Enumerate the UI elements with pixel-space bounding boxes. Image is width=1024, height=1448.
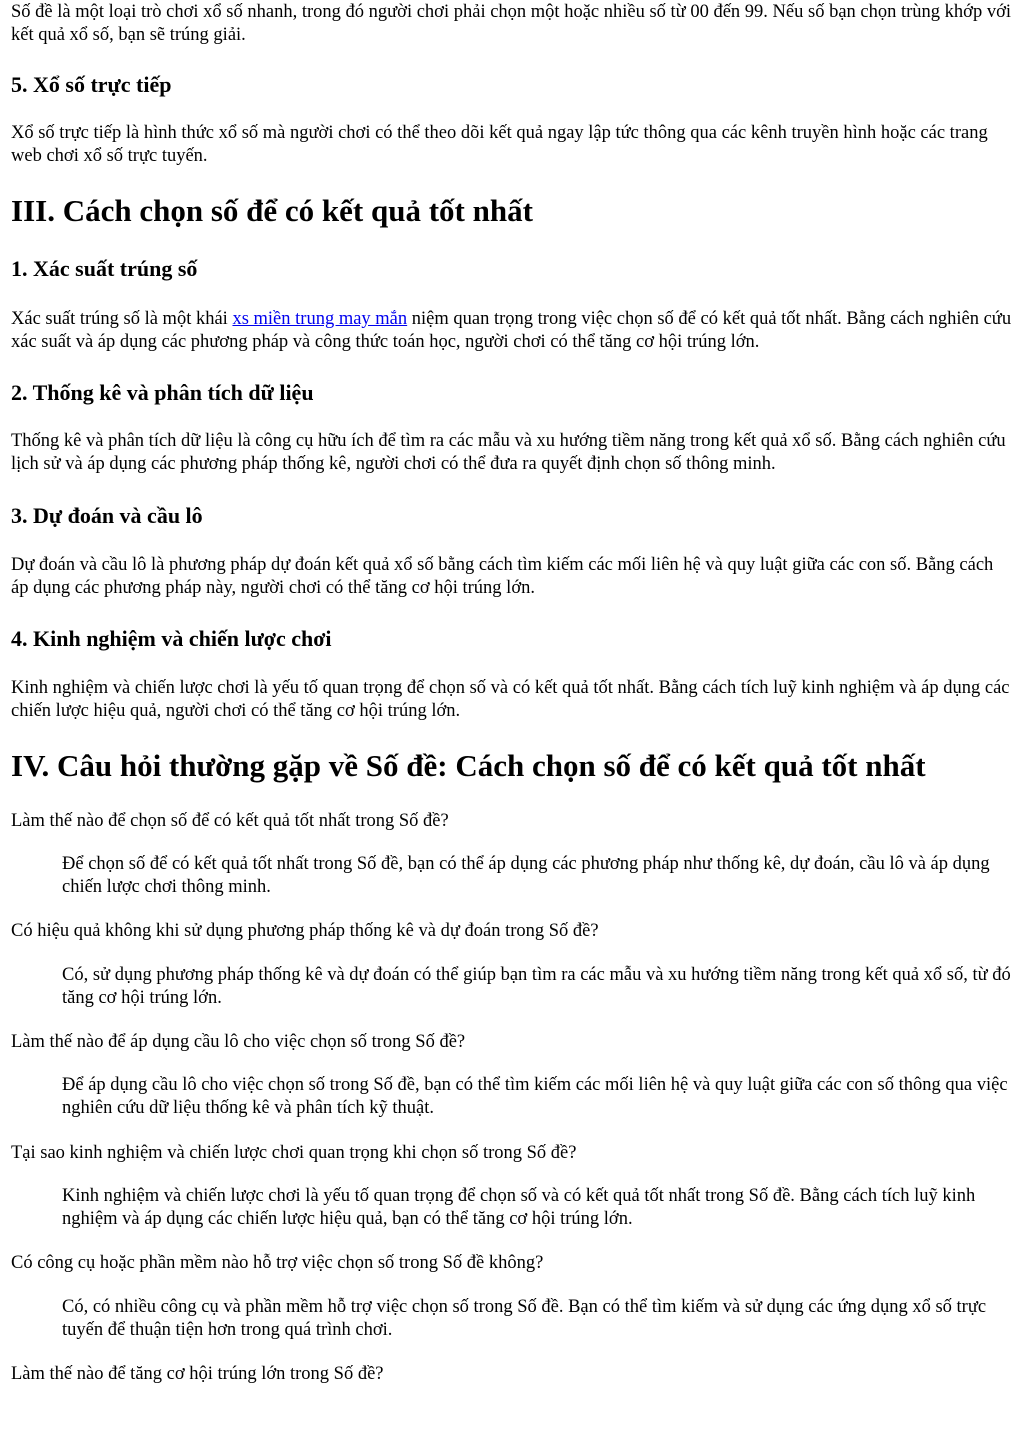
faq-question: Làm thế nào để áp dụng cầu lô cho việc chọn số trong Số đề?	[11, 1032, 466, 1052]
subsection-3-heading: 3. Dự đoán và cầu lô	[11, 503, 203, 528]
subsection-1-text-before: Xác suất trúng số là một khái	[11, 309, 233, 329]
intro-paragraph: Số đề là một loại trò chơi xổ số nhanh, trong đó người chơi phải chọn một hoặc nhiều số từ 00 đến 99. Nếu số bạn chọn trùng khớp với kết quả xổ số, bạn sẽ trúng giải.	[11, 2, 1011, 45]
subsection-3-paragraph: Dự đoán và cầu lô là phương pháp dự đoán kết quả xổ số bằng cách tìm kiếm các mối liên hệ và quy luật giữa các con số. Bằng cách áp dụng các phương pháp này, người chơi có thể tăng cơ hội trúng lớn.	[11, 555, 994, 598]
xs-mien-trung-link[interactable]: xs miền trung may mắn	[232, 309, 408, 329]
section-5-heading: 5. Xổ số trực tiếp	[11, 72, 172, 97]
subsection-2-heading: 2. Thống kê và phân tích dữ liệu	[11, 380, 314, 405]
subsection-4-paragraph: Kinh nghiệm và chiến lược chơi là yếu tố quan trọng để chọn số và có kết quả tốt nhất. Bằng cách tích luỹ kinh nghiệm và áp dụng các chiến lược hiệu quả, người chơi có thể tăng cơ hội trúng lớn.	[11, 678, 1010, 721]
faq-question: Có công cụ hoặc phần mềm nào hỗ trợ việc chọn số trong Số đề không?	[11, 1253, 544, 1273]
faq-question: Tại sao kinh nghiệm và chiến lược chơi quan trọng khi chọn số trong Số đề?	[11, 1143, 577, 1163]
faq-answer: Có, sử dụng phương pháp thống kê và dự đoán có thể giúp bạn tìm ra các mẫu và xu hướng tiềm năng trong kết quả xổ số, từ đó tăng cơ hội trúng lớn.	[62, 965, 1011, 1008]
subsection-1-heading: 1. Xác suất trúng số	[11, 256, 198, 281]
faq-question: Làm thế nào để chọn số để có kết quả tốt nhất trong Số đề?	[11, 811, 449, 831]
subsection-1-paragraph	[11, 308, 1012, 354]
subsection-4-heading: 4. Kinh nghiệm và chiến lược chơi	[11, 626, 332, 651]
subsection-2-paragraph: Thống kê và phân tích dữ liệu là công cụ hữu ích để tìm ra các mẫu và xu hướng tiềm năng trong kết quả xổ số. Bằng cách nghiên cứu lịch sử và áp dụng các phương pháp thống kê, người chơi có thể đưa ra quyết định chọn số thông minh.	[11, 431, 1006, 474]
section-5-paragraph: Xổ số trực tiếp là hình thức xổ số mà người chơi có thể theo dõi kết quả ngay lập tức thông qua các kênh truyền hình hoặc các trang web chơi xổ số trực tuyến.	[11, 123, 988, 166]
section-IV-heading: IV. Câu hỏi thường gặp về Số đề: Cách chọn số để có kết quả tốt nhất	[11, 748, 926, 783]
faq-answer: Để áp dụng cầu lô cho việc chọn số trong Số đề, bạn có thể tìm kiếm các mối liên hệ và quy luật giữa các con số thông qua việc nghiên cứu dữ liệu thống kê và phân tích kỹ thuật.	[62, 1075, 1008, 1118]
faq-question: Có hiệu quả không khi sử dụng phương pháp thống kê và dự đoán trong Số đề?	[11, 921, 599, 941]
faq-answer: Kinh nghiệm và chiến lược chơi là yếu tố quan trọng để chọn số và có kết quả tốt nhất trong Số đề. Bằng cách tích luỹ kinh nghiệm và áp dụng các chiến lược hiệu quả, bạn có thể tăng cơ hội trúng lớn.	[62, 1186, 976, 1229]
faq-answer: Có, có nhiều công cụ và phần mềm hỗ trợ việc chọn số trong Số đề. Bạn có thể tìm kiếm và sử dụng các ứng dụng xổ số trực tuyến để thuận tiện hơn trong quá trình chơi.	[62, 1297, 987, 1340]
subsection-1-text-after: niệm quan trọng trong việc chọn số để có kết quả tốt nhất. Bằng cách nghiên cứu xác suất và áp dụng các phương pháp và công thức toán học, người chơi có thể tăng cơ hội trúng lớn.	[11, 309, 1012, 352]
section-III-heading: III. Cách chọn số để có kết quả tốt nhất	[11, 193, 533, 228]
faq-question: Làm thế nào để tăng cơ hội trúng lớn trong Số đề?	[11, 1364, 384, 1384]
faq-answer: Để chọn số để có kết quả tốt nhất trong Số đề, bạn có thể áp dụng các phương pháp như thống kê, dự đoán, cầu lô và áp dụng chiến lược chơi thông minh.	[62, 854, 990, 897]
